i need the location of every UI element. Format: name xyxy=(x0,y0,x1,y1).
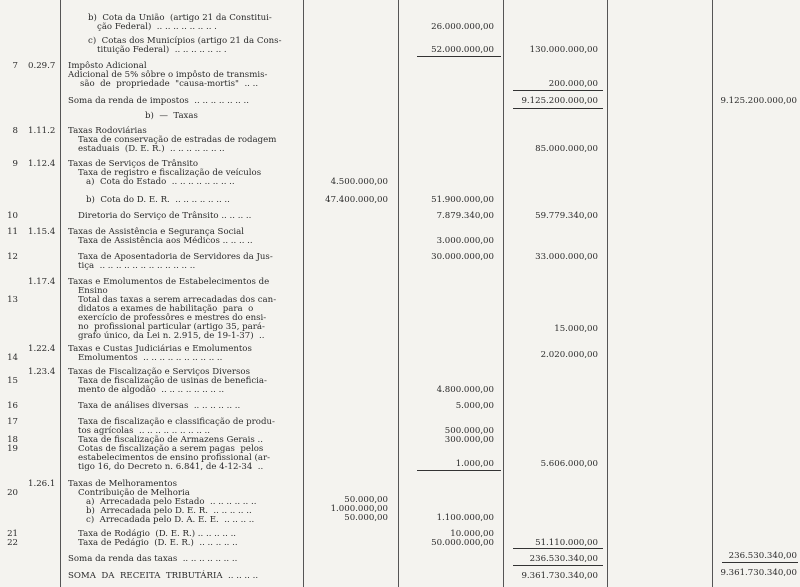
amount-value: 10.000,00 xyxy=(450,529,494,539)
line-text: Taxas de Serviços de Trânsito xyxy=(68,159,199,169)
line-text: Emolumentos .. .. .. .. .. .. .. .. .. .. xyxy=(78,353,223,363)
amount-value: 200.000,00 xyxy=(548,79,598,89)
line-text: tituição Federal) .. .. .. .. .. .. . xyxy=(97,45,227,55)
amount-value: 500.000,00 xyxy=(444,426,494,436)
amount-value: 85.000.000,00 xyxy=(535,144,598,154)
amount-value: 5.000,00 xyxy=(455,401,494,411)
line-text: Diretoria do Serviço de Trânsito .. .. .. .. xyxy=(78,211,252,221)
amount-value: 30.000.000,00 xyxy=(431,252,494,262)
total-rule xyxy=(513,548,603,549)
account-code: 1.22.4 xyxy=(28,344,56,354)
line-text: Taxas de Melhoramentos xyxy=(68,479,177,489)
line-text: ção Federal) .. .. .. .. .. .. .. . xyxy=(97,22,217,32)
amount-value: 47.400.000,00 xyxy=(325,195,388,205)
line-text: tos agrícolas .. .. .. .. .. .. .. .. .. xyxy=(78,426,211,436)
amount-value: 300.000,00 xyxy=(444,435,494,445)
column-rule-text xyxy=(303,0,304,587)
account-code: 1.12.4 xyxy=(28,159,56,169)
total-rule xyxy=(417,56,501,57)
line-text: Taxa de conservação de estradas de rodagem xyxy=(78,135,277,145)
row-number: 17 xyxy=(7,417,18,427)
row-number: 18 xyxy=(7,435,18,445)
row-number: 9 xyxy=(12,159,18,169)
amount-value: 5.606.000,00 xyxy=(540,459,598,469)
amount-value: 52.000.000,00 xyxy=(431,45,494,55)
amount-value: 50.000.000,00 xyxy=(431,538,494,548)
amount-value: 50.000,00 xyxy=(344,495,388,505)
amount-value: 236.530.340,00 xyxy=(529,554,598,564)
amount-value: 1.100.000,00 xyxy=(436,513,494,523)
amount-value: 236.530.340,00 xyxy=(728,551,797,561)
amount-value: 59.779.340,00 xyxy=(535,211,598,221)
line-text: Adicional de 5% sôbre o impôsto de transmis- xyxy=(68,70,268,80)
line-text: b) Cota da União (artigo 21 da Constitui- xyxy=(88,13,272,23)
amount-value: 15.000,00 xyxy=(554,324,598,334)
total-rule xyxy=(513,565,603,566)
line-text: a) Arrecadada pelo Estado .. .. .. .. .. .. xyxy=(86,497,257,507)
row-number: 13 xyxy=(7,295,18,305)
line-text: estabelecimentos de ensino profissional (ar- xyxy=(78,453,271,463)
line-text: c) Arrecadada pelo D. A. E. E. .. .. .. .. xyxy=(86,515,255,525)
line-text: Taxas e Emolumentos de Estabelecimentos de xyxy=(68,277,270,287)
amount-value: 50.000,00 xyxy=(344,513,388,523)
row-number: 8 xyxy=(12,126,18,136)
amount-value: 3.000.000,00 xyxy=(436,236,494,246)
line-text: Taxas de Assistência e Segurança Social xyxy=(68,227,245,237)
amount-value: 7.879.340,00 xyxy=(436,211,494,221)
row-number: 16 xyxy=(7,401,18,411)
line-text: Ensino xyxy=(78,286,108,296)
amount-value: 9.361.730.340,00 xyxy=(720,568,797,578)
row-number: 19 xyxy=(7,444,18,454)
amount-value: 2.020.000,00 xyxy=(540,350,598,360)
line-text: Taxa de Pedágio (D. E. R.) .. .. .. .. .. xyxy=(78,538,238,548)
amount-value: 51.110.000,00 xyxy=(535,538,598,548)
amount-value: 4.500.000,00 xyxy=(330,177,388,187)
total-rule xyxy=(513,108,603,109)
line-text: didatos a exames de habilitação para o xyxy=(78,304,254,314)
account-code: 1.17.4 xyxy=(28,277,56,287)
line-text: tiça .. .. .. .. .. .. .. .. .. .. .. .. xyxy=(78,261,196,271)
amount-value: 9.125.200.000,00 xyxy=(521,96,598,106)
line-text: c) Cotas dos Municípios (artigo 21 da Cons- xyxy=(88,36,282,46)
column-rule-col2 xyxy=(503,0,504,587)
line-text: grafo único, da Lei n. 2.915, de 19-1-37) .. xyxy=(78,331,265,341)
line-text: b) — Taxas xyxy=(145,111,198,121)
amount-value: 51.900.000,00 xyxy=(431,195,494,205)
line-text: Taxas Rodoviárias xyxy=(68,126,147,136)
line-text: b) Cota do D. E. R. .. .. .. .. .. .. .. xyxy=(86,195,230,205)
account-code: 1.11.2 xyxy=(28,126,56,136)
line-text: são de propriedade "causa-mortis" .. .. xyxy=(80,79,259,89)
amount-value: 1.000.000,00 xyxy=(330,504,388,514)
line-text: Soma da renda de impostos .. .. .. .. .. .. .. xyxy=(68,96,249,106)
line-text: a) Cota do Estado .. .. .. .. .. .. .. .. xyxy=(86,177,235,187)
amount-value: 9.125.200.000,00 xyxy=(720,96,797,106)
line-text: SOMA DA RECEITA TRIBUTÁRIA .. .. .. .. xyxy=(68,571,259,581)
line-text: estaduais (D. E. R.) .. .. .. .. .. .. .. xyxy=(78,144,225,154)
total-rule xyxy=(513,90,603,91)
line-text: Taxa de Assistência aos Médicos .. .. .. .. xyxy=(78,236,253,246)
line-text: Taxas e Custas Judiciárias e Emolumentos xyxy=(68,344,252,354)
line-text: b) Arrecadada pelo D. E. R. .. .. .. .. .. xyxy=(86,506,252,516)
line-text: Cotas de fiscalização a serem pagas pelos xyxy=(78,444,264,454)
line-text: no profissional particular (artigo 35, pará- xyxy=(78,322,265,332)
column-rule-col4 xyxy=(712,0,713,587)
amount-value: 9.361.730.340,00 xyxy=(521,571,598,581)
line-text: tigo 16, do Decreto n. 6.841, de 4-12-34 .. xyxy=(78,462,264,472)
amount-value: 33.000.000,00 xyxy=(535,252,598,262)
line-text: exercício de professôres e mestres do ensi- xyxy=(78,313,267,323)
amount-value: 130.000.000,00 xyxy=(529,45,598,55)
row-number: 14 xyxy=(7,353,18,363)
total-rule xyxy=(417,470,501,471)
column-rule-code xyxy=(60,0,61,587)
account-code: 1.26.1 xyxy=(28,479,56,489)
account-code: 1.15.4 xyxy=(28,227,56,237)
line-text: Taxa de Rodágio (D. E. R.) .. .. .. .. .. xyxy=(78,529,237,539)
line-text: Soma da renda das taxas .. .. .. .. .. .. .. xyxy=(68,554,238,564)
row-number: 12 xyxy=(7,252,18,262)
line-text: Taxa de análises diversas .. .. .. .. .. .. xyxy=(78,401,241,411)
line-text: Contribuição de Melhoria xyxy=(78,488,190,498)
row-number: 11 xyxy=(7,227,18,237)
line-text: Total das taxas a serem arrecadadas dos can- xyxy=(78,295,277,305)
row-number: 22 xyxy=(7,538,18,548)
line-text: Taxas de Fiscalização e Serviços Diversos xyxy=(68,367,250,377)
line-text: Taxa de fiscalização e classificação de produ- xyxy=(78,417,275,427)
column-rule-col3 xyxy=(607,0,608,587)
line-text: Taxa de fiscalização de Armazens Gerais .. xyxy=(78,435,264,445)
amount-value: 4.800.000,00 xyxy=(436,385,494,395)
amount-value: 1.000,00 xyxy=(455,459,494,469)
row-number: 15 xyxy=(7,376,18,386)
line-text: Impôsto Adicional xyxy=(68,61,147,71)
row-number: 10 xyxy=(7,211,18,221)
row-number: 7 xyxy=(12,61,18,71)
line-text: Taxa de fiscalização de usinas de beneficia- xyxy=(78,376,267,386)
column-rule-col1 xyxy=(398,0,399,587)
amount-value: 26.000.000,00 xyxy=(431,22,494,32)
total-rule xyxy=(722,562,798,563)
line-text: Taxa de registro e fiscalização de veículos xyxy=(78,168,262,178)
account-code: 0.29.7 xyxy=(28,61,56,71)
line-text: mento de algodão .. .. .. .. .. .. .. .. xyxy=(78,385,225,395)
line-text: Taxa de Aposentadoria de Servidores da Jus- xyxy=(78,252,273,262)
row-number: 21 xyxy=(7,529,18,539)
row-number: 20 xyxy=(7,488,18,498)
account-code: 1.23.4 xyxy=(28,367,56,377)
